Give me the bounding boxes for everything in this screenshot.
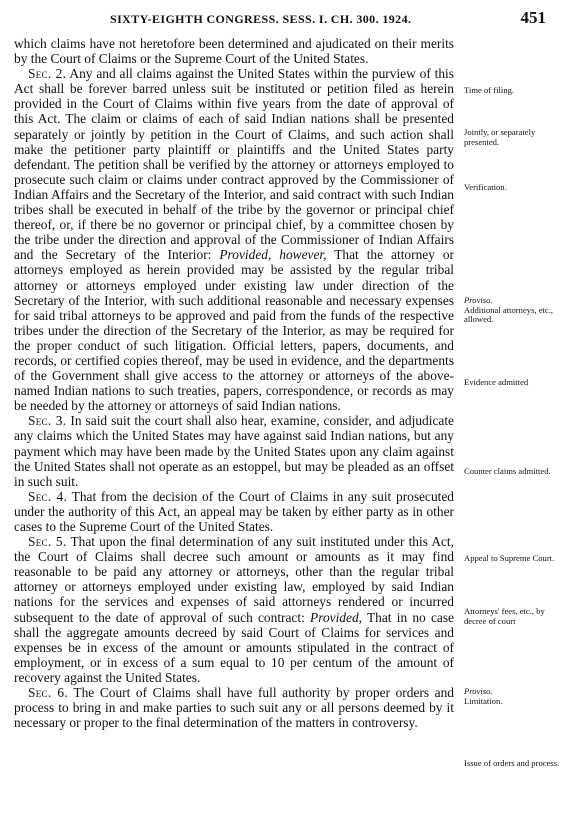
- proviso-italic: Provided, however,: [219, 247, 327, 263]
- section-2: [14, 66, 454, 413]
- margin-note-attorneys-fees: Attorneys' fees, etc., by decree of court: [464, 606, 545, 626]
- margin-note-additional-attorneys: Proviso. Additional attorneys, etc., allowed.: [464, 295, 554, 324]
- page-header: [0, 8, 562, 30]
- section-5: [14, 534, 454, 685]
- section-label: Sec. 4.: [28, 488, 68, 504]
- section-text: In said suit the court shall also hear, examine, consider, and adjudicate any claims which the United States may have against said Indian nations, but any payment which may have been made by the United States upon any claim against the United States shall not operate as an estoppel, but may be pleaded as an offset in such suit.: [14, 413, 454, 489]
- page-number: 451: [520, 8, 546, 27]
- section-label: Sec. 6.: [28, 685, 69, 701]
- running-head: SIXTY-EIGHTH CONGRESS. SESS. I. CH. 300. 1924.: [110, 12, 412, 26]
- section-6: [14, 685, 454, 730]
- margin-note-time-of-filing: Time of filing.: [464, 85, 515, 95]
- margin-note-evidence: Evidence admitted: [464, 377, 529, 387]
- margin-note-jointly: Jointly, or separately presented.: [464, 127, 536, 147]
- section-label: Sec. 3.: [28, 413, 67, 429]
- margin-note-issue-of-orders: Issue of orders and process.: [464, 758, 560, 768]
- paragraph-continuation: [14, 36, 454, 66]
- section-text: The Court of Claims shall have full authority by proper orders and process to bring in and make parties to such suit any or all persons deemed by it necessary or proper to the final determination of the matters in controversy.: [14, 685, 455, 731]
- margin-note-verification: Verification.: [464, 182, 507, 192]
- section-label: Sec. 2.: [28, 66, 67, 82]
- statute-text: [14, 36, 454, 730]
- section-text: Any and all claims against the United States within the purview of this Act shall be forever barred unless suit be instituted or petition filed as herein provided in the Court of Claims within five years from the date of approval of this Act. The claim or claims of each of said Indian nations shall be presented separately or jointly by petition in the Court of Claims, and such action shall make the petitioner party plaintiff or plaintiffs and the United States party defendant. The petition shall be verified by the attorney or attorneys employed to prosecute such claim or claims under contract approved by the Commissioner of Indian Affairs and the Secretary of the Interior, and said contract with such Indian tribes shall be executed in behalf of the tribe by the governor or principal chief thereof, or, if there be no governor or principal chief, by a committee chosen by the tribe under the direction and approval of the Commissioner of Indian Affairs and the Secretary of the Interior:: [14, 66, 454, 263]
- paragraph-text: which claims have not heretofore been determined and ajudicated on their merits by the Court of Claims or the Supreme Court of the United States.: [14, 36, 454, 67]
- proviso-italic: Provided,: [310, 609, 362, 625]
- section-text-rest: That the attorney or attorneys employed as herein provided may be assisted by the regular tribal attorney or attorneys employed under existing law under direction of the Secretary of the Interior, with such additional reasonable and necessary expenses for said tribal attorneys to be approved and paid from the funds of the respective tribes under the direction of the Secretary of the Interior, as may be required for the proper conduct of such litigation. Official letters, papers, documents, and records, or certified copies thereof, may be used in evidence, and the departments of the Government shall give access to the attorney or attorneys of the above-named Indian nations to such treaties, papers, correspondence, or records as may be needed by the attorney or attorneys of said Indian nations.: [14, 247, 455, 414]
- section-4: [14, 489, 454, 534]
- section-text-rest: That in no case shall the aggregate amounts decreed by said Court of Claims for services and expenses be in excess of the amount or amounts stipulated in the contract of employment, or in excess of a sum equal to 10 per centum of the amount of recovery against the United States.: [14, 609, 454, 685]
- section-text: That from the decision of the Court of Claims in any suit prosecuted under the authority of this Act, an appeal may be taken by either party as in other cases to the Supreme Court of the United States.: [14, 488, 454, 534]
- margin-note-counter-claims: Counter claims admitted.: [464, 466, 551, 476]
- margin-note-appeal: Appeal to Supreme Court.: [464, 553, 555, 563]
- section-label: Sec. 5.: [28, 534, 67, 550]
- margin-note-limitation: Proviso. Limitation.: [464, 686, 503, 706]
- section-3: [14, 413, 454, 488]
- section-text: That upon the final determination of any suit instituted under this Act, the Court of Claims shall decree such amount or amounts as it may find reasonable to be paid any attorney or attorneys, other than the regular tribal attorney or attorneys employed under existing law, employed by said Indian nations for the services and expenses of said attorneys rendered or incurred subsequent to the date of approval of such contract:: [14, 534, 454, 625]
